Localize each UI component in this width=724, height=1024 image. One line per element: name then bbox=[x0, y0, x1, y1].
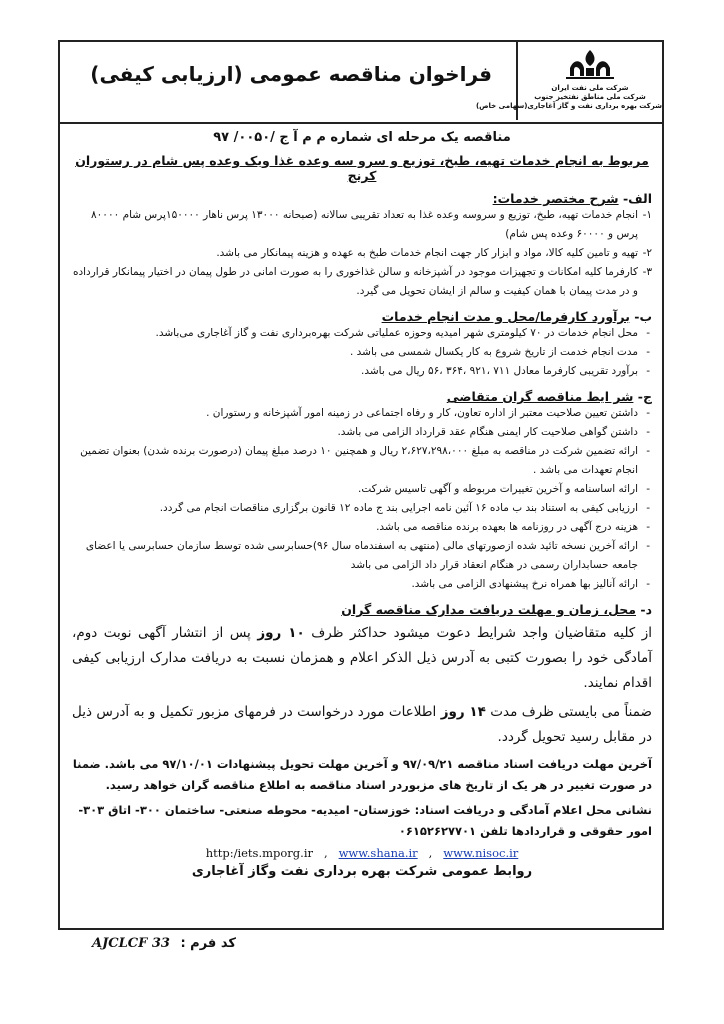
notice-frame bbox=[58, 40, 664, 930]
tender-subject: مربوط به انجام خدمات تهیه، طبخ، توزیع و سرو سه وعده غذا ویک وعده پس شام در رستوران کرنج bbox=[75, 153, 649, 183]
section-a-heading bbox=[72, 191, 652, 206]
link-iets[interactable]: http:/iets.mporg.ir bbox=[205, 846, 313, 860]
item-number: ۱- bbox=[642, 209, 652, 221]
section-b-letter: ب- bbox=[634, 309, 652, 324]
section-c-letter: ج- bbox=[637, 389, 652, 404]
section-d-paragraph-1 bbox=[72, 621, 652, 696]
section-a-item bbox=[72, 244, 652, 263]
section-c-item: - ارائه آخرین نسخه تائید شده ازصورتهای مالی (منتهی به اسفندماه سال ۹۶)حسابرسی شده توسط سازمان حسابرسی یا اعضای جامعه حسابداران رسمی در هنگام انعقاد قرار داد الزامی می باشد bbox=[72, 537, 652, 575]
section-b-heading bbox=[72, 309, 652, 324]
form-code bbox=[92, 936, 236, 951]
notice-header bbox=[60, 42, 662, 124]
para1-deadline: ۱۰ روز bbox=[257, 625, 305, 641]
section-d-letter: د- bbox=[640, 602, 652, 617]
website-links bbox=[72, 846, 652, 860]
section-b-title: برآورد کارفرما/محل و مدت انجام خدمات bbox=[381, 309, 630, 324]
section-c-item: - داشتن تعیین صلاحیت معتبر از اداره تعاون، کار و رفاه اجتماعی در زمینه امور آشپزخانه و رستوران . bbox=[72, 404, 652, 423]
section-c-title: شر ایط مناقصه گران متقاضی bbox=[446, 389, 634, 404]
para2-deadline: ۱۴ روز bbox=[440, 704, 486, 720]
item-text: تهیه و تامین کلیه کالا، مواد و ابزار کار جهت انجام خدمات طبخ به عهده و هزینه پیمانکار می باشد. bbox=[216, 247, 638, 259]
tender-number: مناقصه یک مرحله ای شماره م م آ ج /۰۰۵۰/ ۹۷ bbox=[213, 130, 511, 145]
item-number: ۳- bbox=[642, 266, 652, 278]
section-a-title: شرح مختصر خدمات: bbox=[492, 191, 619, 206]
form-code-value: AJCLCF 33 bbox=[92, 936, 170, 951]
section-c-item: - داشتن گواهی صلاحیت کار ایمنی هنگام عقد قرارداد الزامی می باشد. bbox=[72, 423, 652, 442]
item-text: کارفرما کلیه امکانات و تجهیزات موجود در آشپزخانه و سالن غذاخوری را به صورت امانی در طول پیمان در اختیار پیمانکار قرارداده و در مدت پیمان با همان کیفیت و سالم از ایشان تحویل می گیرد. bbox=[72, 266, 638, 297]
section-c-item: - ارزیابی کیفی به استناد بند ب ماده ۱۶ آئین نامه اجرایی بند ج ماده ۱۲ قانون برگزاری مناقصات انجام می گردد. bbox=[72, 499, 652, 518]
address-notice: نشانی محل اعلام آمادگی و دریافت اسناد: خوزستان- امیدیه- محوطه صنعتی- ساختمان ۳۰۰- اتاق ۳۰۳- امور حقوقی و قراردادها تلفن ۰۶۱۵۲۶۲۷۷۰۱ bbox=[78, 803, 652, 838]
para1-part-c: پس از انتشار آگهی نوبت دوم، آمادگی خود را بصورت کتبی به آدرس ذیل الذکر اعلام و همزمان نسبت به دریافت مدارک ارزیابی کیفی اقدام نمایند. bbox=[72, 625, 652, 691]
section-a-letter: الف- bbox=[622, 191, 652, 206]
para1-part-a: از کلیه متقاضیان واجد شرایط دعوت میشود حداکثر ظرف bbox=[311, 625, 653, 641]
section-a-item bbox=[72, 263, 652, 301]
logo-line-3: شرکت بهره برداری نفت و گاز آغاجاری(سهامی خاص) bbox=[475, 102, 662, 110]
section-b-item: - برآورد تقریبی کارفرما معادل ۷۱۱ ،۹۲۱ ،۳۶۴ ،۵۶ ریال می باشد. bbox=[72, 362, 652, 381]
section-a-item bbox=[72, 206, 652, 244]
section-c-heading bbox=[72, 389, 652, 404]
form-code-label: کد فرم : bbox=[180, 936, 236, 951]
section-c-item: - ارائه اساسنامه و آخرین تغییرات مربوطه و آگهی تاسیس شرکت. bbox=[72, 480, 652, 499]
link-separator: , bbox=[428, 846, 433, 860]
logo-line-2: شرکت ملی مناطق نفتخیز جنوب bbox=[534, 93, 646, 101]
para2-part-a: ضمناً می بایستی ظرف مدت bbox=[490, 704, 652, 720]
link-nisoc[interactable]: www.nisoc.ir bbox=[443, 846, 519, 860]
section-d-heading bbox=[72, 602, 652, 617]
link-shana[interactable]: www.shana.ir bbox=[338, 846, 418, 860]
section-b-item: - محل انجام خدمات در ۷۰ کیلومتری شهر امیدیه وحوزه عملیاتی شرکت بهره‌برداری نفت و گاز آغاجاری می‌باشد. bbox=[72, 324, 652, 343]
section-c-item: - ارائه آنالیز بها همراه نرخ پیشنهادی الزامی می باشد. bbox=[72, 575, 652, 594]
deadline-notice: آخرین مهلت دریافت اسناد مناقصه ۹۷/۰۹/۲۱ و آخرین مهلت تحویل پیشنهادات ۹۷/۱۰/۰۱ می باشد. ضمنا در صورت تغییر در هر یک از تاریخ های مزبوردر اسناد مناقصه به اطلاع مناقصه گران خواهد رسید. bbox=[72, 757, 652, 792]
para2-part-c: اطلاعات مورد درخواست در فرمهای مزبور تکمیل و به آدرس ذیل در مقابل رسید تحویل گردد. bbox=[72, 704, 652, 745]
nioc-logo-icon bbox=[562, 48, 618, 80]
section-c-item: - هزینه درج آگهی در روزنامه ها بعهده برنده مناقصه می باشد. bbox=[72, 518, 652, 537]
section-b-item: - مدت انجام خدمت از تاریخ شروع به کار یکسال شمسی می باشد . bbox=[72, 343, 652, 362]
link-separator: , bbox=[323, 846, 328, 860]
section-d-title: محل، زمان و مهلت دریافت مدارک مناقصه گران bbox=[341, 602, 637, 617]
item-number: ۲- bbox=[642, 247, 652, 259]
logo-line-1: شرکت ملی نفت ایران bbox=[551, 84, 629, 92]
section-d-paragraph-2 bbox=[72, 700, 652, 750]
section-c-item: - ارائه تضمین شرکت در مناقصه به مبلغ ۲،۶۲۷،۲۹۸،۰۰۰ ریال و همچنین ۱۰ درصد مبلغ پیمان (درصورت برنده شدن) بعنوان تضمین انجام تعهدات می باشد . bbox=[72, 442, 652, 480]
public-relations-signature: روابط عمومی شرکت بهره برداری نفت وگاز آغاجاری bbox=[191, 864, 533, 879]
notice-title: فراخوان مناقصه عمومی (ارزیابی کیفی) bbox=[90, 62, 492, 86]
company-logo-box bbox=[475, 42, 662, 120]
notice-body bbox=[72, 128, 652, 879]
item-text: انجام خدمات تهیه، طبخ، توزیع و سروسه وعده غذا به تعداد تقریبی سالانه (صبحانه ۱۳۰۰۰ پرس ناهار ۱۵۰۰۰۰پرس شام ۸۰۰۰۰ پرس و ۶۰۰۰۰ وعده پس شام) bbox=[91, 209, 638, 240]
